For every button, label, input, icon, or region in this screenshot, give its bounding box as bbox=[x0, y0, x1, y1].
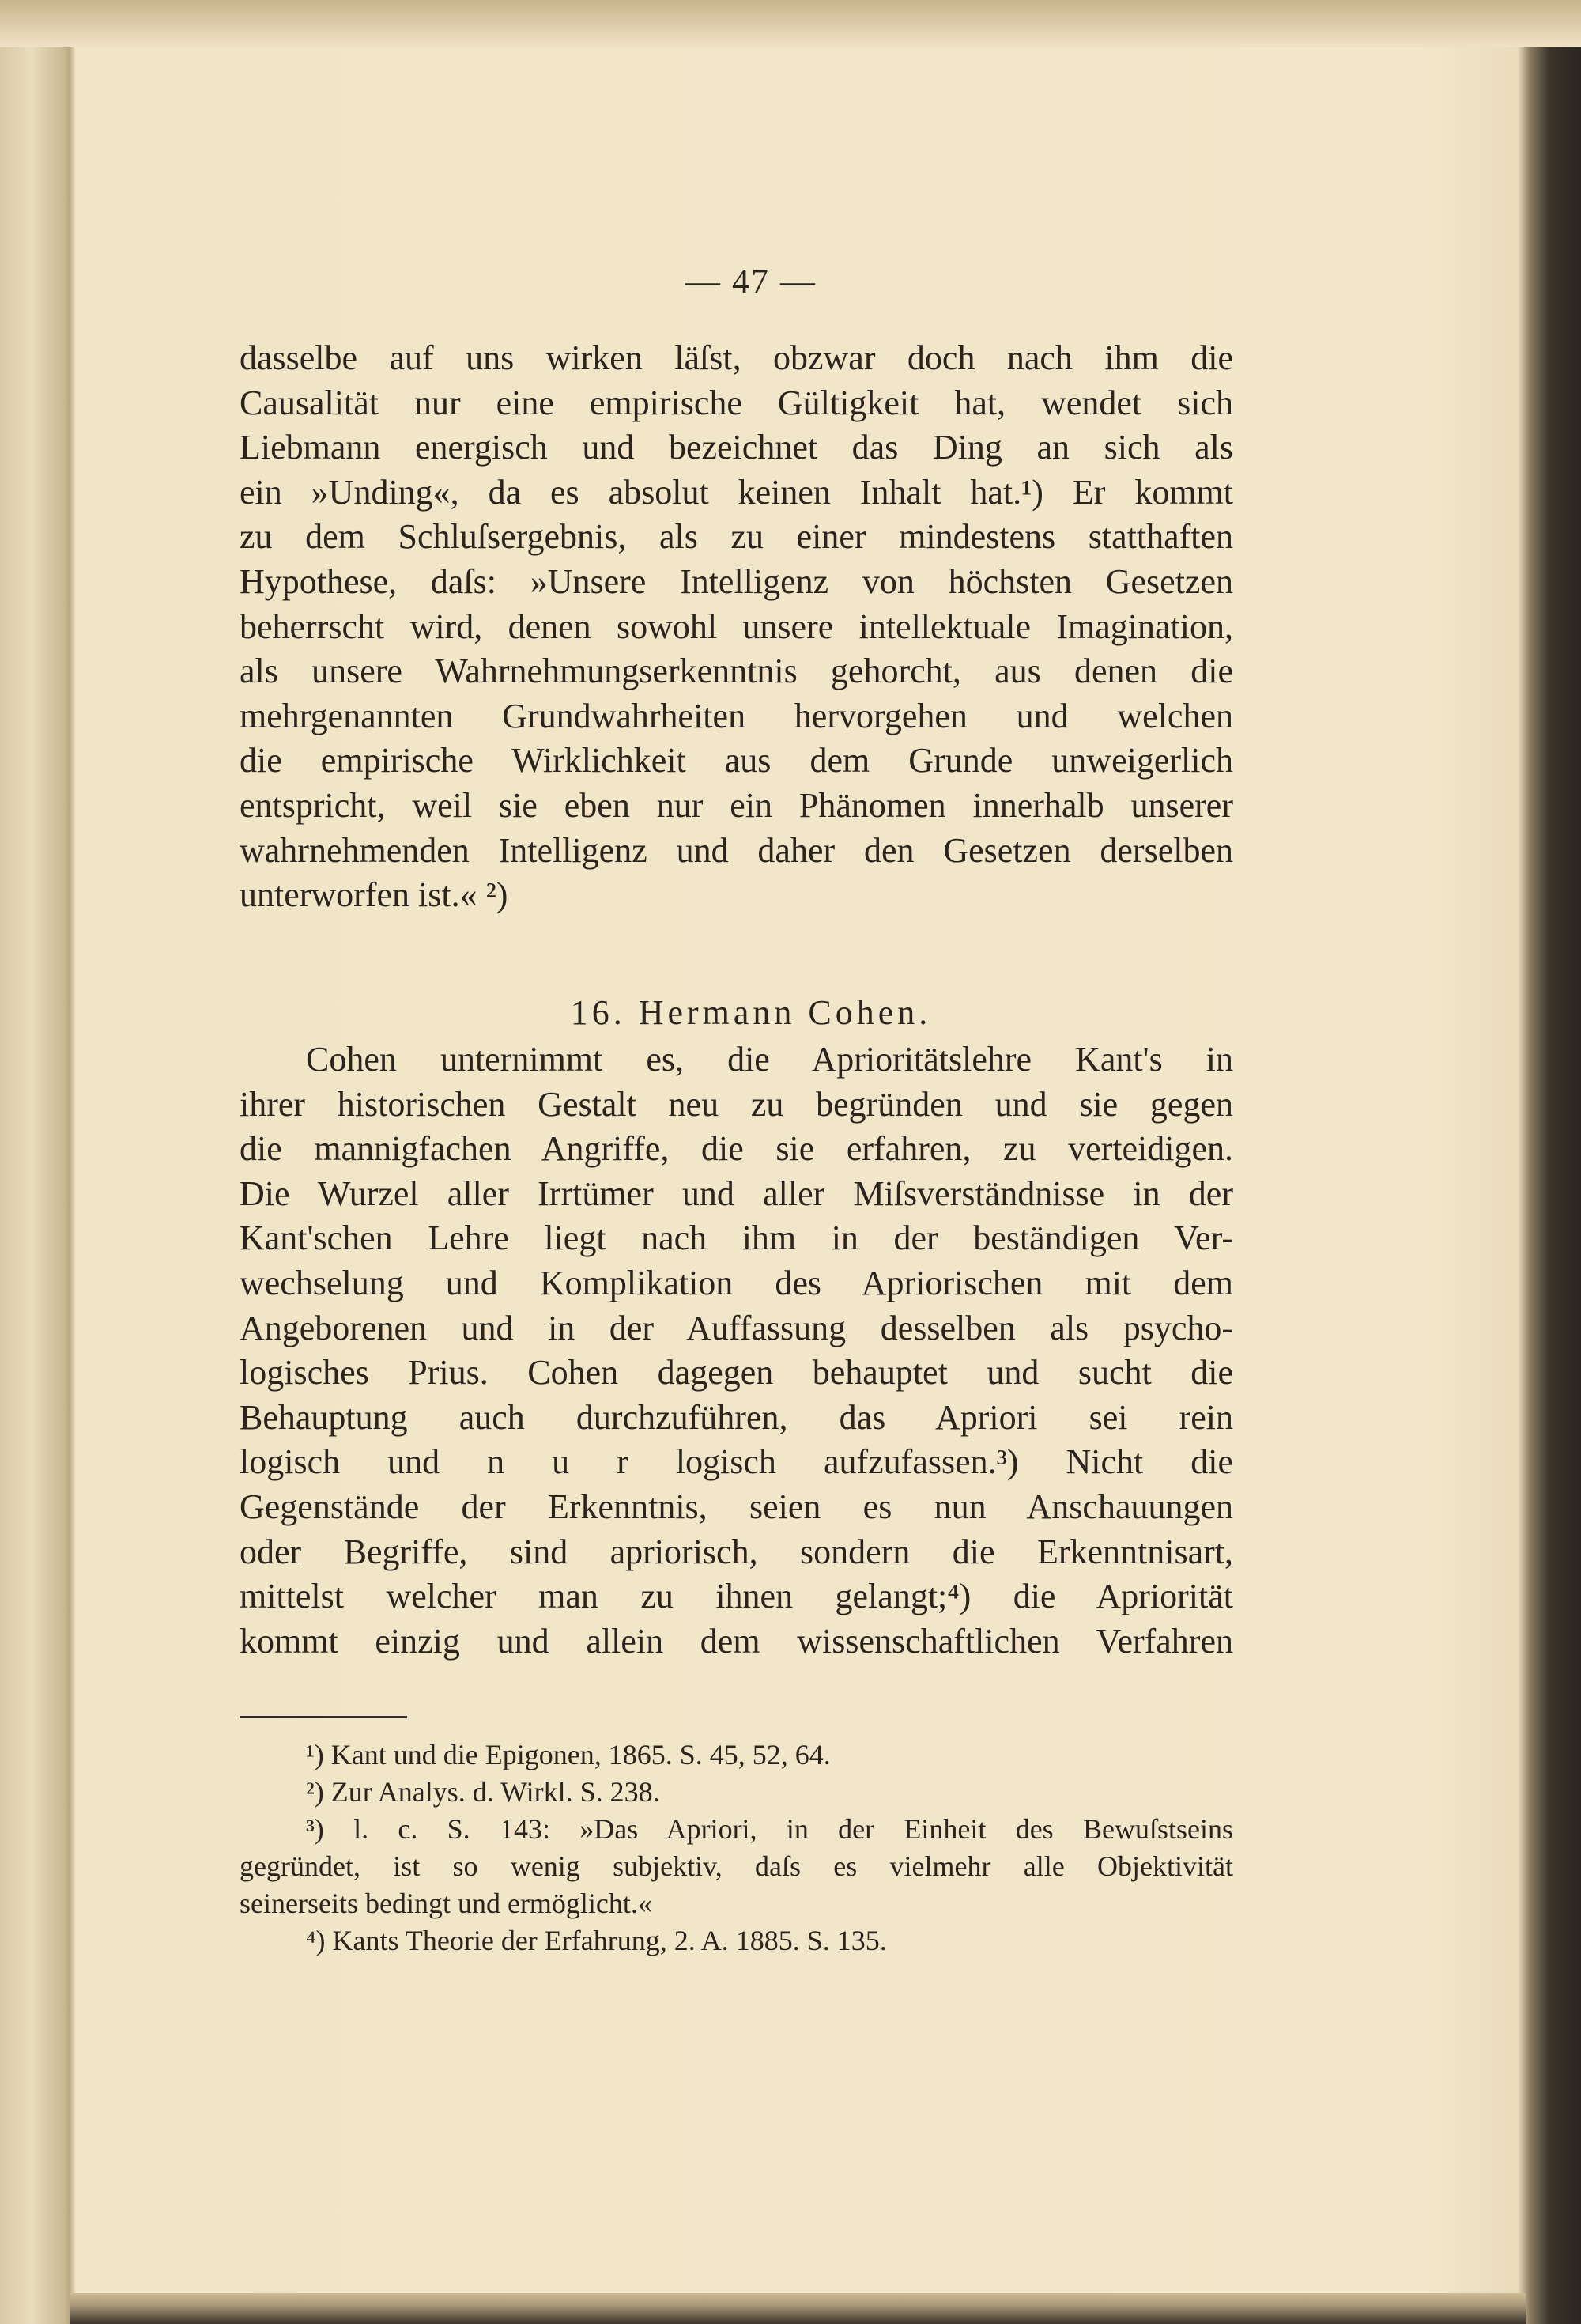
text-line: Angeborenen und in der Auffassung desselben als psycho- bbox=[240, 1308, 1233, 1347]
text-line: zu dem Schluſsergebnis, als zu einer mindestens statthaften bbox=[240, 517, 1233, 557]
text-line: beherrscht wird, denen sowohl unsere intellektuale Imagination, bbox=[240, 607, 1233, 646]
text-line: unterworfen ist.« ²) bbox=[240, 875, 508, 915]
text-line: wahrnehmenden Intelligenz und daher den Gesetzen derselben bbox=[240, 830, 1233, 870]
paragraph-cohen bbox=[240, 1037, 1233, 1664]
text-line: kommt einzig und allein dem wissenschaftlichen Verfahren bbox=[240, 1621, 1233, 1661]
text-line: entspricht, weil sie eben nur ein Phänomen innerhalb unserer bbox=[240, 785, 1233, 825]
footnote-line: ¹) Kant und die Epigonen, 1865. S. 45, 52, 64. bbox=[306, 1739, 831, 1770]
text-line: mittelst welcher man zu ihnen gelangt;⁴) die Apriorität bbox=[240, 1577, 1233, 1616]
text-line: dasselbe auf uns wirken läſst, obzwar doch nach ihm die bbox=[240, 338, 1233, 377]
footnote-line: ⁴) Kants Theorie der Erfahrung, 2. A. 1885. S. 135. bbox=[306, 1925, 887, 1956]
page-bottom-edge bbox=[70, 2293, 1526, 2324]
page-number: — 47 — bbox=[685, 262, 817, 300]
text-line: Behauptung auch durchzuführen, das Apriori sei rein bbox=[240, 1397, 1233, 1437]
text-line: wechselung und Komplikation des Apriorischen mit dem bbox=[240, 1263, 1233, 1302]
footnote-line: ³) l. c. S. 143: »Das Apriori, in der Einheit des Bewuſstseins bbox=[306, 1813, 1233, 1845]
text-line: als unsere Wahrnehmungserkenntnis gehorcht, aus denen die bbox=[240, 652, 1233, 691]
text-line: die empirische Wirklichkeit aus dem Grunde unweigerlich bbox=[240, 741, 1233, 780]
text-line: logisches Prius. Cohen dagegen behauptet und sucht die bbox=[240, 1353, 1233, 1393]
footnote-line: seinerseits bedingt und ermöglicht.« bbox=[240, 1888, 652, 1919]
text-line: mehrgenannten Grundwahrheiten hervorgehen und welchen bbox=[240, 696, 1233, 735]
text-line: ein »Unding«, da es absolut keinen Inhalt hat.¹) Er kommt bbox=[240, 472, 1233, 512]
text-line: Cohen unternimmt es, die Aprioritätslehre Kant's in bbox=[306, 1040, 1233, 1079]
text-line: ihrer historischen Gestalt neu zu begründen und sie gegen bbox=[240, 1084, 1233, 1124]
footnote-line: gegründet, ist so wenig subjektiv, daſs es vielmehr alle Objektivität bbox=[240, 1850, 1233, 1882]
text-line: Kant'schen Lehre liegt nach ihm in der beständigen Ver- bbox=[240, 1219, 1233, 1258]
paragraph-liebmann bbox=[240, 336, 1233, 918]
page-top-edge bbox=[0, 0, 1581, 47]
text-line: logisch und n u r logisch aufzufassen.³) Nicht die bbox=[240, 1442, 1233, 1482]
text-line: Causalität nur eine empirische Gültigkeit hat, wendet sich bbox=[240, 383, 1233, 422]
text-line: Die Wurzel aller Irrtümer und aller Miſsverständnisse in der bbox=[240, 1173, 1233, 1213]
text-line: oder Begriffe, sind apriorisch, sondern die Erkenntnisart, bbox=[240, 1532, 1233, 1571]
text-line: Gegenstände der Erkenntnis, seien es nun Anschauungen bbox=[240, 1487, 1233, 1526]
text-line: Liebmann energisch und bezeichnet das Ding an sich als bbox=[240, 428, 1233, 467]
footnote-rule bbox=[240, 1716, 407, 1718]
text-line: Hypothese, daſs: »Unsere Intelligenz von höchsten Gesetzen bbox=[240, 561, 1233, 601]
footnotes bbox=[240, 1736, 1233, 1959]
footnote-line: ²) Zur Analys. d. Wirkl. S. 238. bbox=[306, 1776, 660, 1808]
text-line: die mannigfachen Angriffe, die sie erfahren, zu verteidigen. bbox=[240, 1129, 1233, 1169]
section-heading: 16. Hermann Cohen. bbox=[570, 993, 932, 1032]
